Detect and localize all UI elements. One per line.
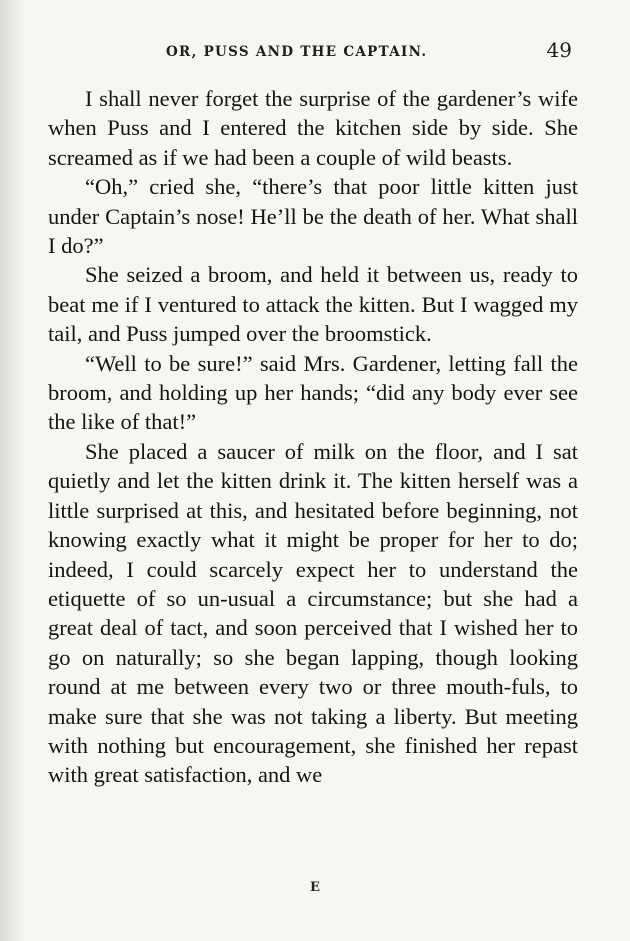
page-gutter-shadow <box>0 0 26 941</box>
running-header <box>48 38 578 66</box>
paragraph-4: “Well to be sure!” said Mrs. Gardener, letting fall the broom, and holding up her hands; “did any body ever see the like of that!” <box>48 350 578 435</box>
signature-mark: E <box>310 880 320 895</box>
paragraph-1: I shall never forget the surprise of the gardener’s wife when Puss and I entered the kitchen side by side. She screamed as if we had been a couple of wild beasts. <box>48 86 578 170</box>
paragraph-5: She placed a saucer of milk on the floor, and I sat quietly and let the kitten drink it. The kitten herself was a little surprised at this, and hesitated before beginning, not knowing exactly what it might be proper for her to do; indeed, I could scarcely expect her to understand the etiquette of so un-usual a circumstance; but she had a great deal of tact, and soon perceived that I wished her to go on naturally; so she began lapping, though looking round at me between every two or three mouth-fuls, to make sure that she was not taking a liberty. But meeting with nothing but encouragement, she finished her repast with great satisfaction, and we <box>48 438 578 788</box>
paragraph-2: “Oh,” cried she, “there’s that poor little kitten just under Captain’s nose! He’ll be the death of her. What shall I do?” <box>48 174 578 259</box>
page-number: 49 <box>546 38 572 62</box>
paragraph-3: She seized a broom, and held it between us, ready to beat me if I ventured to attack the kitten. But I wagged my tail, and Puss jumped over the broomstick. <box>48 262 578 347</box>
body-text <box>48 84 578 790</box>
running-title: OR, PUSS AND THE CAPTAIN. <box>166 44 428 60</box>
